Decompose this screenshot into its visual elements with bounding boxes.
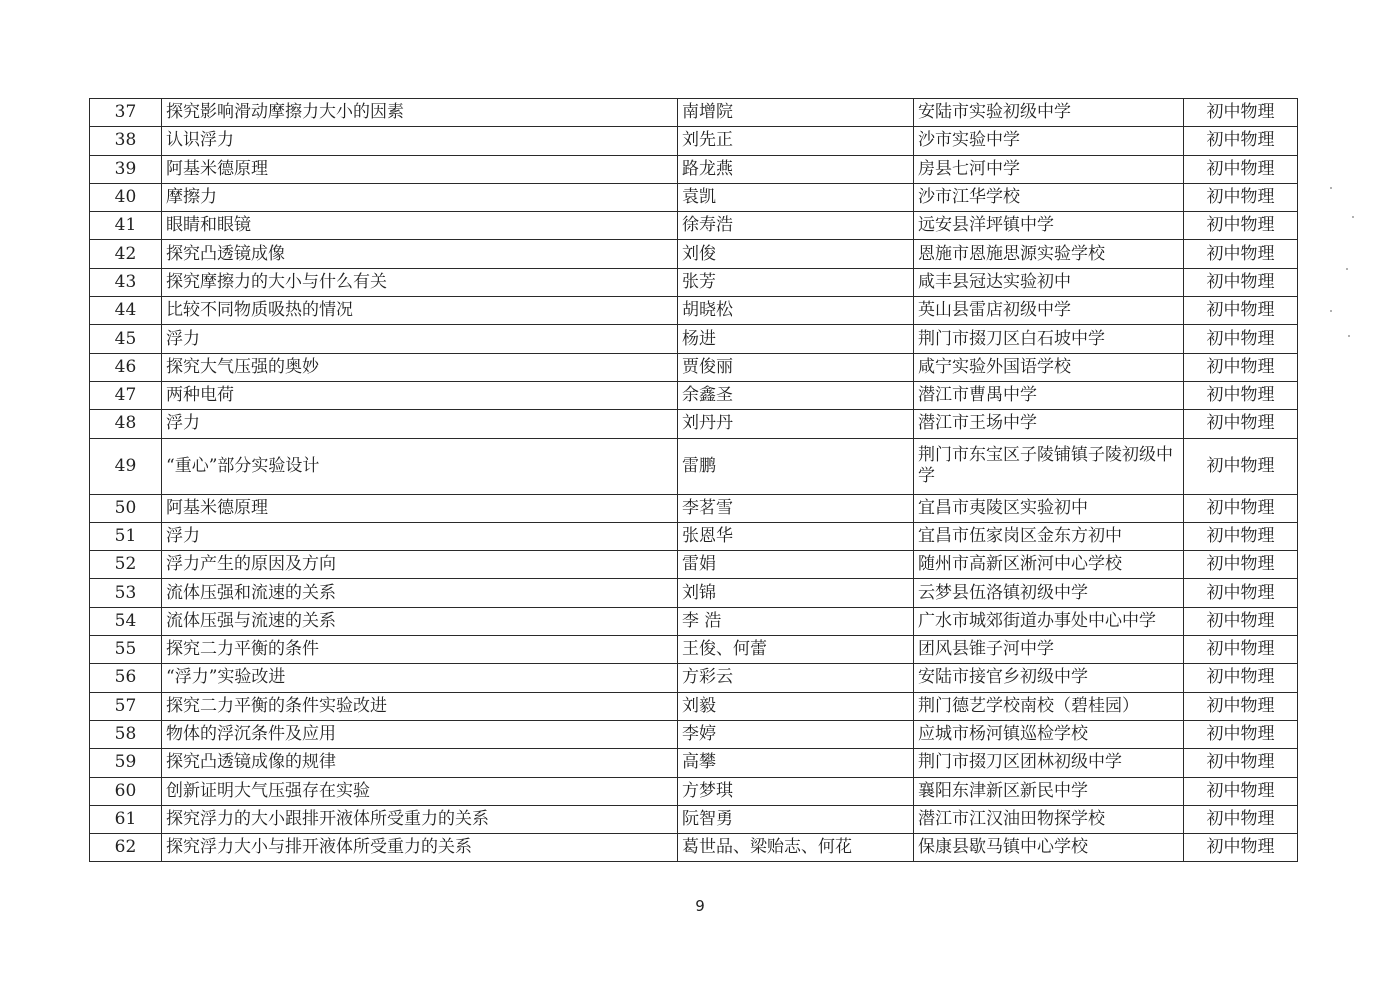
cell-number: 57 [90, 692, 162, 720]
table-row [90, 410, 1298, 438]
cell-school: 保康县歇马镇中心学校 [914, 834, 1184, 862]
cell-school: 英山县雷店初级中学 [914, 297, 1184, 325]
cell-subject: 初中物理 [1184, 522, 1298, 550]
cell-author: 雷鹏 [678, 438, 914, 494]
cell-title: “浮力”实验改进 [162, 664, 678, 692]
cell-author: 路龙燕 [678, 155, 914, 183]
cell-subject: 初中物理 [1184, 183, 1298, 211]
cell-author: 刘锦 [678, 579, 914, 607]
table-row [90, 268, 1298, 296]
cell-number: 48 [90, 410, 162, 438]
cell-school: 房县七河中学 [914, 155, 1184, 183]
cell-title: 流体压强和流速的关系 [162, 579, 678, 607]
cell-author: 南增院 [678, 99, 914, 127]
cell-subject: 初中物理 [1184, 749, 1298, 777]
cell-number: 52 [90, 551, 162, 579]
table-row [90, 212, 1298, 240]
cell-subject: 初中物理 [1184, 720, 1298, 748]
cell-title: “重心”部分实验设计 [162, 438, 678, 494]
cell-title: 比较不同物质吸热的情况 [162, 297, 678, 325]
results-table-body [90, 99, 1298, 862]
cell-author: 张恩华 [678, 522, 914, 550]
cell-number: 37 [90, 99, 162, 127]
cell-subject: 初中物理 [1184, 636, 1298, 664]
cell-title: 探究凸透镜成像 [162, 240, 678, 268]
table-row [90, 579, 1298, 607]
cell-number: 40 [90, 183, 162, 211]
table-row [90, 325, 1298, 353]
cell-title: 阿基米德原理 [162, 155, 678, 183]
cell-author: 贾俊丽 [678, 353, 914, 381]
cell-title: 物体的浮沉条件及应用 [162, 720, 678, 748]
cell-subject: 初中物理 [1184, 212, 1298, 240]
cell-number: 59 [90, 749, 162, 777]
cell-number: 44 [90, 297, 162, 325]
table-row [90, 664, 1298, 692]
cell-school: 应城市杨河镇巡检学校 [914, 720, 1184, 748]
cell-number: 56 [90, 664, 162, 692]
cell-author: 李茗雪 [678, 494, 914, 522]
cell-author: 李婷 [678, 720, 914, 748]
cell-subject: 初中物理 [1184, 325, 1298, 353]
cell-subject: 初中物理 [1184, 353, 1298, 381]
cell-school: 宜昌市伍家岗区金东方初中 [914, 522, 1184, 550]
cell-subject: 初中物理 [1184, 99, 1298, 127]
page-number: 9 [695, 897, 705, 915]
cell-author: 刘丹丹 [678, 410, 914, 438]
cell-subject: 初中物理 [1184, 381, 1298, 409]
table-row [90, 720, 1298, 748]
cell-title: 摩擦力 [162, 183, 678, 211]
table-row [90, 522, 1298, 550]
cell-author: 方梦琪 [678, 777, 914, 805]
cell-number: 46 [90, 353, 162, 381]
cell-school: 广水市城郊街道办事处中心中学 [914, 607, 1184, 635]
cell-school: 恩施市恩施思源实验学校 [914, 240, 1184, 268]
cell-number: 61 [90, 805, 162, 833]
table-row [90, 155, 1298, 183]
cell-number: 50 [90, 494, 162, 522]
cell-school: 团风县锥子河中学 [914, 636, 1184, 664]
table-row [90, 777, 1298, 805]
cell-school: 咸丰县冠达实验初中 [914, 268, 1184, 296]
cell-author: 刘先正 [678, 127, 914, 155]
cell-subject: 初中物理 [1184, 551, 1298, 579]
cell-author: 阮智勇 [678, 805, 914, 833]
cell-title: 探究摩擦力的大小与什么有关 [162, 268, 678, 296]
cell-author: 杨进 [678, 325, 914, 353]
cell-number: 42 [90, 240, 162, 268]
table-row [90, 183, 1298, 211]
cell-author: 高攀 [678, 749, 914, 777]
table-row [90, 353, 1298, 381]
cell-subject: 初中物理 [1184, 438, 1298, 494]
table-row [90, 607, 1298, 635]
cell-number: 45 [90, 325, 162, 353]
cell-number: 60 [90, 777, 162, 805]
cell-school: 随州市高新区淅河中心学校 [914, 551, 1184, 579]
cell-title: 阿基米德原理 [162, 494, 678, 522]
cell-number: 54 [90, 607, 162, 635]
cell-subject: 初中物理 [1184, 834, 1298, 862]
table-row [90, 805, 1298, 833]
cell-school: 襄阳东津新区新民中学 [914, 777, 1184, 805]
cell-author: 雷娟 [678, 551, 914, 579]
table-row [90, 438, 1298, 494]
cell-title: 探究凸透镜成像的规律 [162, 749, 678, 777]
cell-school: 安陆市接官乡初级中学 [914, 664, 1184, 692]
table-row [90, 240, 1298, 268]
cell-title: 探究二力平衡的条件 [162, 636, 678, 664]
cell-title: 探究浮力的大小跟排开液体所受重力的关系 [162, 805, 678, 833]
cell-school: 沙市实验中学 [914, 127, 1184, 155]
cell-school: 荆门市掇刀区团林初级中学 [914, 749, 1184, 777]
cell-author: 方彩云 [678, 664, 914, 692]
cell-title: 探究影响滑动摩擦力大小的因素 [162, 99, 678, 127]
cell-number: 43 [90, 268, 162, 296]
cell-author: 张芳 [678, 268, 914, 296]
cell-title: 两种电荷 [162, 381, 678, 409]
cell-school: 沙市江华学校 [914, 183, 1184, 211]
cell-number: 41 [90, 212, 162, 240]
cell-school: 宜昌市夷陵区实验初中 [914, 494, 1184, 522]
table-row [90, 99, 1298, 127]
table-row [90, 297, 1298, 325]
cell-school: 潜江市江汉油田物探学校 [914, 805, 1184, 833]
cell-subject: 初中物理 [1184, 127, 1298, 155]
cell-number: 53 [90, 579, 162, 607]
table-row [90, 692, 1298, 720]
cell-title: 眼睛和眼镜 [162, 212, 678, 240]
cell-school: 潜江市曹禺中学 [914, 381, 1184, 409]
cell-title: 探究大气压强的奥妙 [162, 353, 678, 381]
cell-title: 探究浮力大小与排开液体所受重力的关系 [162, 834, 678, 862]
table-row [90, 749, 1298, 777]
cell-author: 胡晓松 [678, 297, 914, 325]
cell-number: 55 [90, 636, 162, 664]
cell-title: 认识浮力 [162, 127, 678, 155]
cell-author: 刘毅 [678, 692, 914, 720]
table-row [90, 636, 1298, 664]
cell-author: 袁凯 [678, 183, 914, 211]
cell-title: 浮力 [162, 325, 678, 353]
cell-subject: 初中物理 [1184, 494, 1298, 522]
cell-subject: 初中物理 [1184, 777, 1298, 805]
table-row [90, 551, 1298, 579]
cell-title: 探究二力平衡的条件实验改进 [162, 692, 678, 720]
cell-number: 47 [90, 381, 162, 409]
cell-title: 创新证明大气压强存在实验 [162, 777, 678, 805]
table-row [90, 127, 1298, 155]
cell-subject: 初中物理 [1184, 805, 1298, 833]
cell-subject: 初中物理 [1184, 664, 1298, 692]
cell-subject: 初中物理 [1184, 692, 1298, 720]
cell-author: 李 浩 [678, 607, 914, 635]
cell-subject: 初中物理 [1184, 240, 1298, 268]
cell-number: 39 [90, 155, 162, 183]
cell-subject: 初中物理 [1184, 579, 1298, 607]
cell-author: 徐寿浩 [678, 212, 914, 240]
cell-subject: 初中物理 [1184, 155, 1298, 183]
cell-title: 浮力 [162, 410, 678, 438]
cell-author: 余鑫圣 [678, 381, 914, 409]
cell-subject: 初中物理 [1184, 297, 1298, 325]
cell-school: 荆门德艺学校南校（碧桂园） [914, 692, 1184, 720]
cell-school: 荆门市东宝区子陵铺镇子陵初级中学 [914, 438, 1184, 494]
cell-school: 咸宁实验外国语学校 [914, 353, 1184, 381]
table-row [90, 381, 1298, 409]
cell-subject: 初中物理 [1184, 607, 1298, 635]
cell-title: 浮力产生的原因及方向 [162, 551, 678, 579]
cell-number: 51 [90, 522, 162, 550]
cell-author: 刘俊 [678, 240, 914, 268]
cell-subject: 初中物理 [1184, 268, 1298, 296]
table-row [90, 834, 1298, 862]
cell-school: 荆门市掇刀区白石坡中学 [914, 325, 1184, 353]
cell-author: 王俊、何蕾 [678, 636, 914, 664]
cell-number: 38 [90, 127, 162, 155]
cell-title: 浮力 [162, 522, 678, 550]
results-table [89, 98, 1298, 862]
cell-number: 62 [90, 834, 162, 862]
cell-school: 远安县洋坪镇中学 [914, 212, 1184, 240]
cell-author: 葛世品、梁贻志、何花 [678, 834, 914, 862]
cell-number: 58 [90, 720, 162, 748]
cell-title: 流体压强与流速的关系 [162, 607, 678, 635]
cell-school: 潜江市王场中学 [914, 410, 1184, 438]
cell-subject: 初中物理 [1184, 410, 1298, 438]
cell-school: 安陆市实验初级中学 [914, 99, 1184, 127]
table-row [90, 494, 1298, 522]
cell-number: 49 [90, 438, 162, 494]
cell-school: 云梦县伍洛镇初级中学 [914, 579, 1184, 607]
